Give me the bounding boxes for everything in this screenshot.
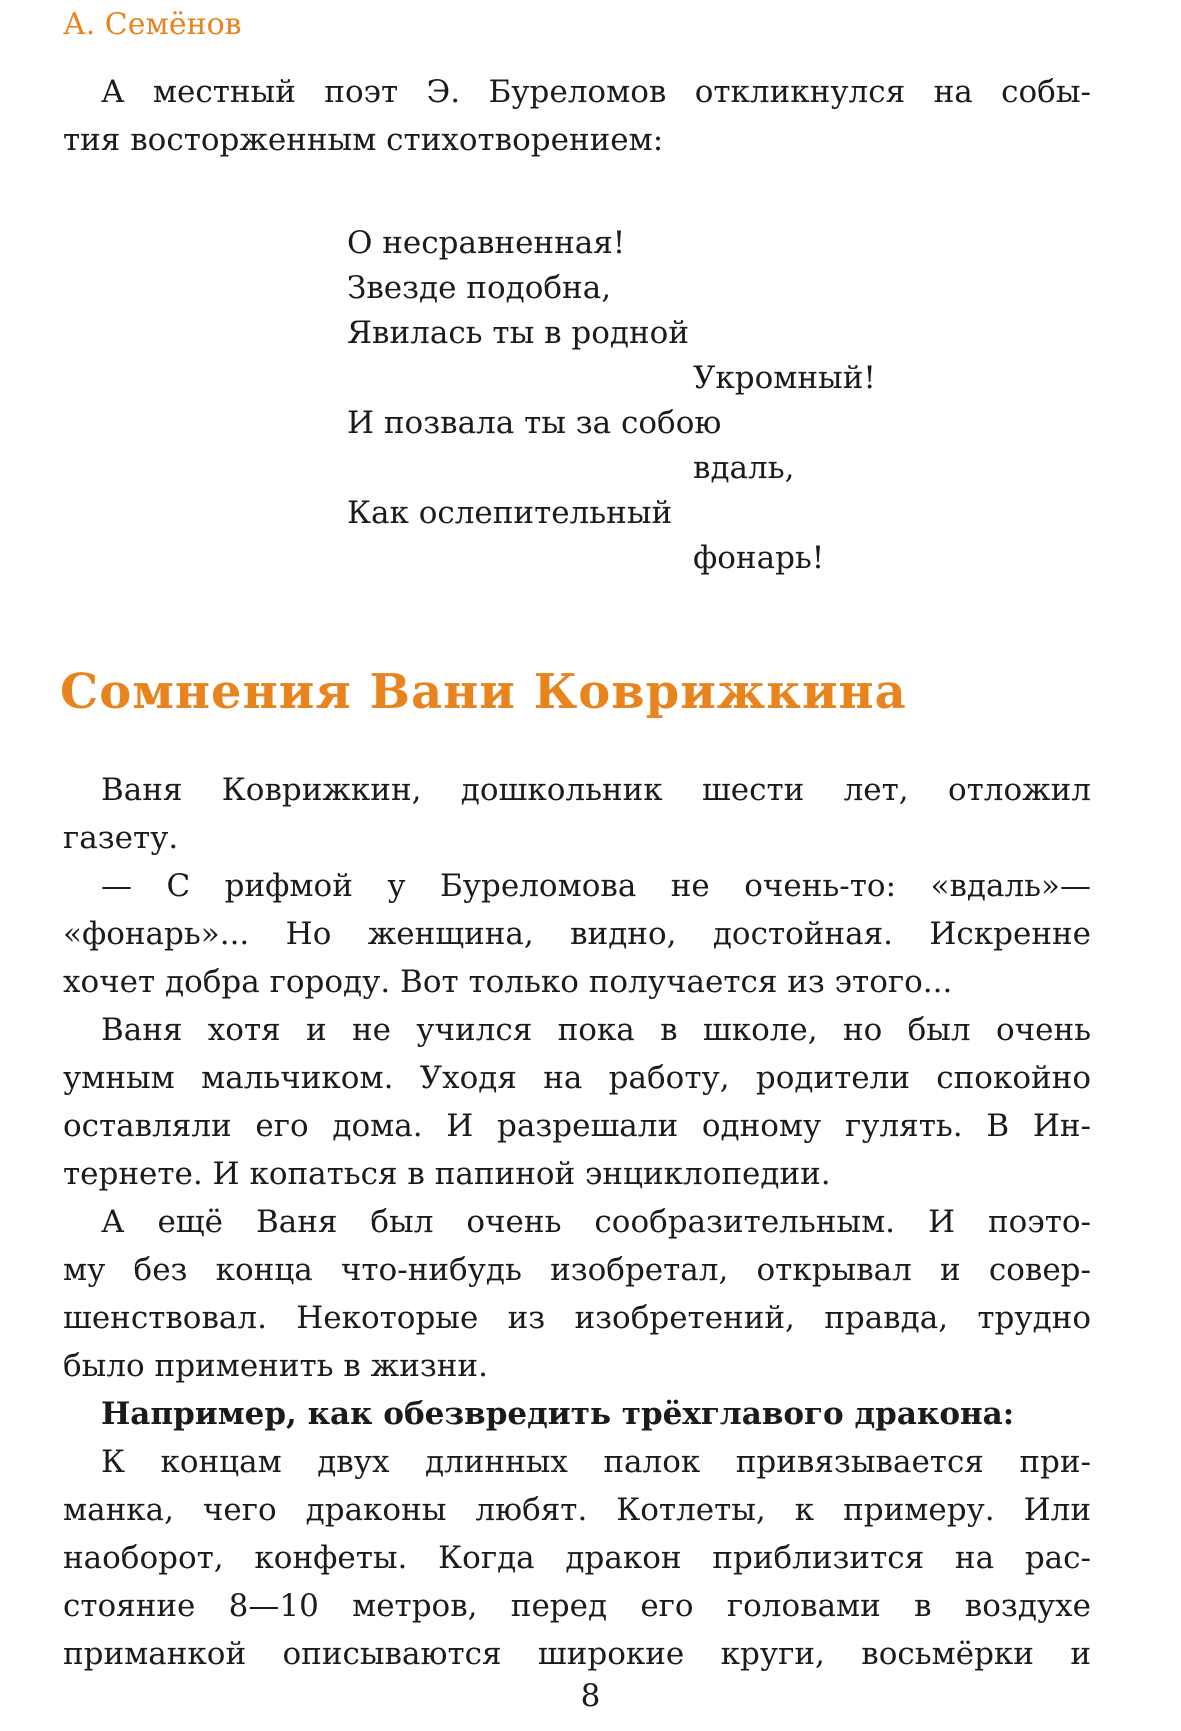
- text-line: газету.: [63, 820, 179, 856]
- text-line: — С рифмой у Буреломова не очень-то: «вдаль»—: [101, 868, 1091, 904]
- text-line: Например, как обезвредить трёхглавого дракона:: [101, 1396, 1015, 1432]
- text-line: хочет добра городу. Вот только получается из этого...: [63, 964, 953, 1000]
- page-number: 8: [580, 1678, 601, 1714]
- poem-block: [347, 221, 876, 581]
- text-line: стояние 8—10 метров, перед его головами в воздухе: [63, 1588, 1091, 1624]
- text-line: тия восторженным стихотворением:: [63, 122, 664, 158]
- text-line: приманкой описываются широкие круги, восьмёрки и: [63, 1636, 1091, 1672]
- poem-line: фонарь!: [693, 540, 825, 576]
- intro-paragraph: [63, 68, 1091, 164]
- text-line: А ещё Ваня был очень сообразительным. И поэто-: [101, 1204, 1091, 1240]
- text-line: оставляли его дома. И разрешали одному гулять. В Ин-: [63, 1108, 1091, 1144]
- text-line: умным мальчиком. Уходя на работу, родители спокойно: [63, 1060, 1091, 1096]
- text-line: К концам двух длинных палок привязывается при-: [101, 1444, 1091, 1480]
- paragraph: [63, 862, 1091, 1006]
- paragraph: [63, 1006, 1091, 1198]
- paragraph: [63, 766, 1091, 862]
- poem-line: И позвала ты за собою: [347, 405, 722, 441]
- text-line: манка, чего драконы любят. Котлеты, к примеру. Или: [63, 1492, 1091, 1528]
- story-text: [63, 766, 1091, 1678]
- author-header: А. Семёнов: [63, 7, 242, 42]
- text-line: Ваня Коврижкин, дошкольник шести лет, отложил: [101, 772, 1091, 808]
- text-line: му без конца что-нибудь изобретал, открывал и совер-: [63, 1252, 1091, 1288]
- poem-line: Как ослепительный: [347, 495, 673, 531]
- text-line: было применить в жизни.: [63, 1348, 488, 1384]
- paragraph: [63, 1438, 1091, 1678]
- text-line: наоборот, конфеты. Когда дракон приблизится на рас-: [63, 1540, 1091, 1576]
- paragraph: [63, 1390, 1091, 1438]
- text-line: А местный поэт Э. Буреломов откликнулся на собы-: [101, 74, 1091, 110]
- section-title: Сомнения Вани Коврижкина: [60, 664, 907, 720]
- poem-line: Звезде подобна,: [347, 270, 612, 306]
- poem-line: Явилась ты в родной: [347, 315, 689, 351]
- text-line: Ваня хотя и не учился пока в школе, но был очень: [101, 1012, 1091, 1048]
- paragraph: [63, 1198, 1091, 1390]
- text-line: «фонарь»... Но женщина, видно, достойная. Искренне: [63, 916, 1091, 952]
- poem-line: Укромный!: [693, 360, 876, 396]
- text-line: шенствовал. Некоторые из изобретений, правда, трудно: [63, 1300, 1091, 1336]
- poem-line: О несравненная!: [347, 225, 626, 261]
- poem-line: вдаль,: [693, 450, 795, 486]
- text-line: тернете. И копаться в папиной энциклопедии.: [63, 1156, 831, 1192]
